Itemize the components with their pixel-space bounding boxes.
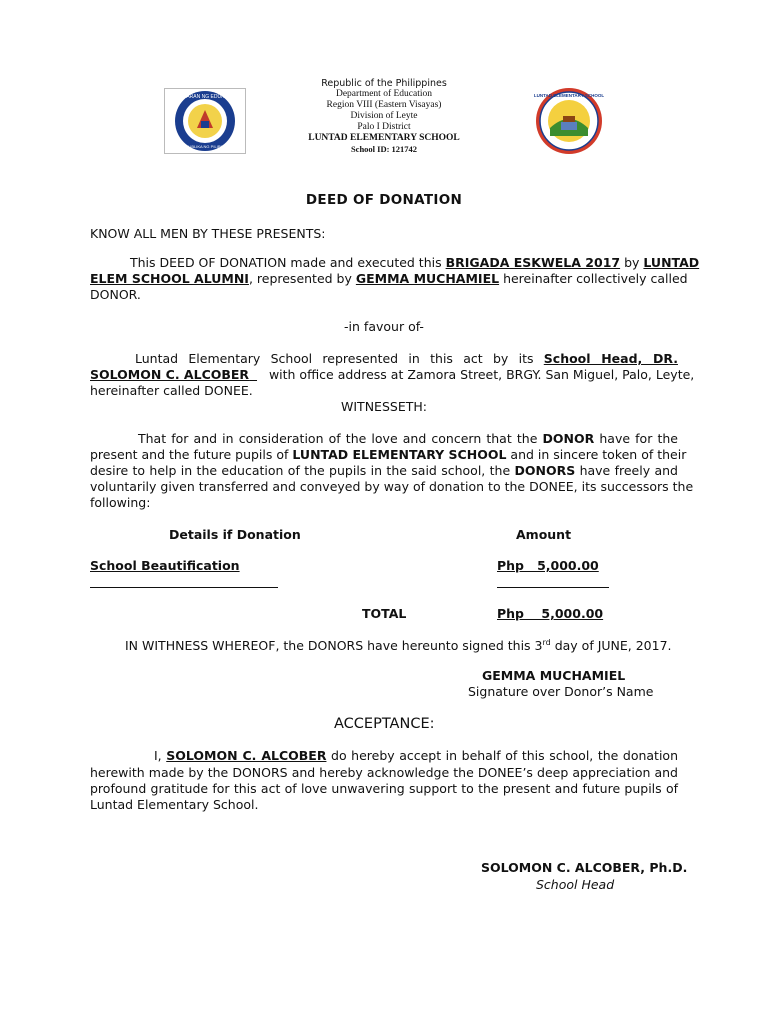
school-label: LUNTAD ELEMENTARY SCHOOL <box>292 447 507 462</box>
blank-item-line <box>90 587 278 588</box>
donation-amount: Php 5,000.00 <box>497 558 599 573</box>
school-head-title: School Head, DR. <box>543 351 678 366</box>
paragraph-3-line-2: present and the future pupils of LUNTAD ELEMENTARY SCHOOL and in sincere token of their <box>90 447 687 462</box>
acceptance-line-3: profound gratitude for this act of love unwavering support to the present and future pupils of <box>90 781 678 796</box>
paragraph-2-line-1: Luntad Elementary School represented in this act by its School Head, DR. <box>135 351 678 366</box>
total-label: TOTAL <box>362 606 407 621</box>
paragraph-2-line-3: hereinafter called DONEE. <box>90 383 253 398</box>
paragraph-1-line-2: ELEM SCHOOL ALUMNI, represented by GEMMA MUCHAMIEL hereinafter collectively called <box>90 271 688 286</box>
representative-name: GEMMA MUCHAMIEL <box>355 271 500 286</box>
school-head-name: SOLOMON C. ALCOBER <box>90 367 250 382</box>
paragraph-1-line-3: DONOR. <box>90 287 141 302</box>
witness-statement: IN WITHNESS WHEREOF, the DONORS have hereunto signed this 3rd day of JUNE, 2017. <box>125 638 672 654</box>
acceptor-name: SOLOMON C. ALCOBER <box>166 748 327 763</box>
in-favour-of: -in favour of- <box>344 319 424 334</box>
school-seal-text: LUNTAD ELEMENTARY SCHOOL <box>534 93 604 98</box>
school-name: LUNTAD ELEMENTARY SCHOOL <box>308 133 460 143</box>
donation-item: School Beautification <box>90 558 240 573</box>
donor-name-part: ELEM SCHOOL ALUMNI <box>90 271 249 286</box>
paragraph-1-line-1: This DEED OF DONATION made and executed this BRIGADA ESKWELA 2017 by LUNTAD <box>130 255 700 270</box>
letterhead-line: Republic of the Philippines <box>321 78 447 89</box>
acceptance-line-2: herewith made by the DONORS and hereby acknowledge the DONEE’s deep appreciation and <box>90 765 678 780</box>
paragraph-3-line-5: following: <box>90 495 151 510</box>
donor-label: DONOR <box>542 431 595 446</box>
paragraph-3-line-1: That for and in consideration of the love and concern that the DONOR have for the <box>138 431 678 446</box>
school-head-signature-title: School Head <box>536 877 615 892</box>
paragraph-2-line-2: SOLOMON C. ALCOBER with office address at Zamora Street, BRGY. San Miguel, Palo, Leyte, <box>90 367 695 382</box>
total-amount: Php 5,000.00 <box>497 606 604 621</box>
letterhead-line: Division of Leyte <box>350 111 418 121</box>
blank-amount-line <box>497 587 609 588</box>
deped-seal-text: KAGAWARAN NG EDUKASYON <box>168 94 242 100</box>
donor-signature-caption: Signature over Donor’s Name <box>468 684 654 699</box>
letterhead-line: Palo I District <box>357 122 411 132</box>
page-title: DEED OF DONATION <box>305 192 463 208</box>
letterhead-line: Department of Education <box>335 89 433 99</box>
letterhead-line: Region VIII (Eastern Visayas) <box>326 100 442 110</box>
letterhead <box>0 78 768 155</box>
paragraph-3-line-4: voluntarily given transferred and conveyed by way of donation to the DONEE, its successors the <box>90 479 694 494</box>
school-head-signature-name: SOLOMON C. ALCOBER, Ph.D. <box>481 860 688 875</box>
school-id: School ID: 121742 <box>350 144 418 154</box>
details-column-header: Details if Donation <box>169 527 301 542</box>
donor-name-part: LUNTAD <box>643 255 700 270</box>
donors-label: DONORS <box>514 463 576 478</box>
amount-column-header: Amount <box>516 527 572 542</box>
acceptance-title: ACCEPTANCE: <box>334 716 435 732</box>
deped-seal-subtext: REPUBLIKA NG PILIPINAS <box>180 144 230 149</box>
intro: KNOW ALL MEN BY THESE PRESENTS: <box>90 226 326 241</box>
event-name: BRIGADA ESKWELA 2017 <box>445 255 621 270</box>
acceptance-line-1: I, SOLOMON C. ALCOBER do hereby accept in behalf of this school, the donation <box>154 748 678 763</box>
acceptance-line-4: Luntad Elementary School. <box>90 797 259 812</box>
paragraph-3-line-3: desire to help in the education of the pupils in the said school, the DONORS have freely and <box>90 463 678 478</box>
witnesseth: WITNESSETH: <box>341 399 427 414</box>
donor-signature-name: GEMMA MUCHAMIEL <box>482 668 626 683</box>
